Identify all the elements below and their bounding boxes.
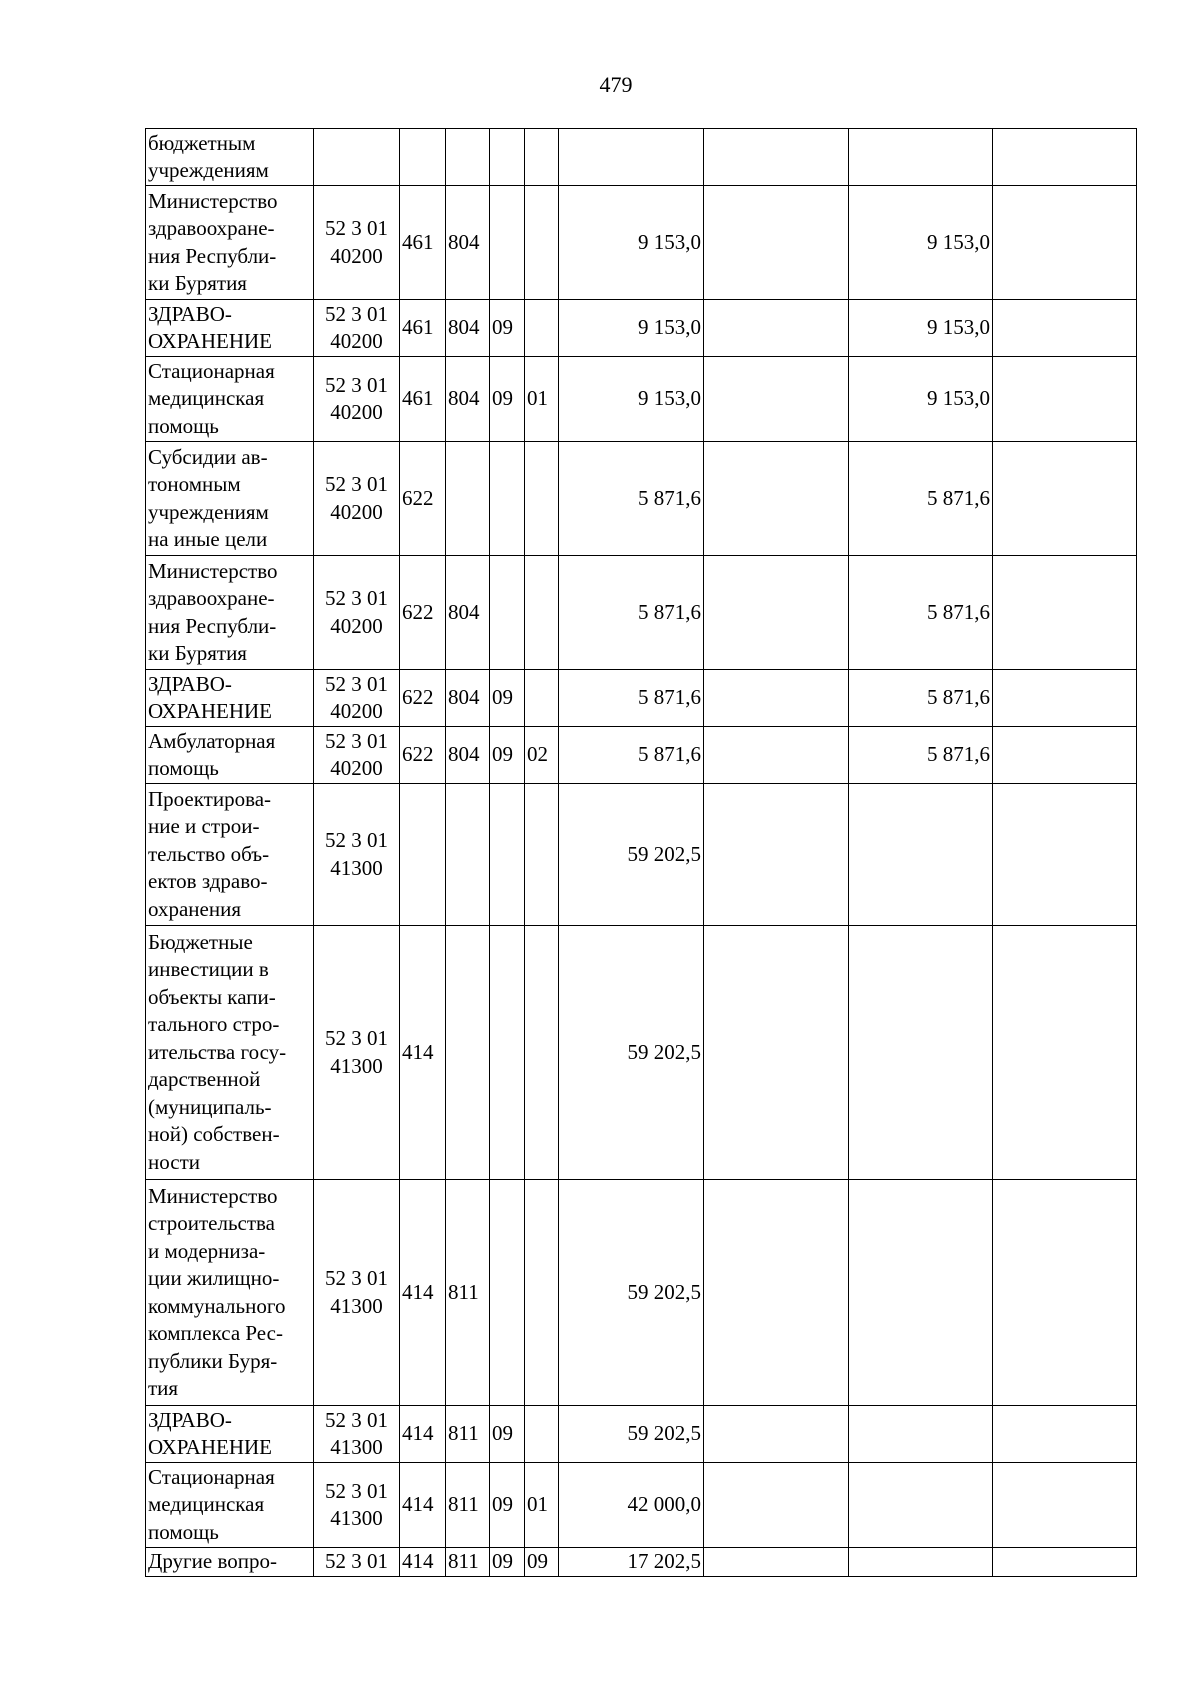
amount-cell-1: 5 871,6 [559,556,704,670]
row-name-cell [146,784,314,926]
target-article-code-cell [314,926,400,1180]
expense-type-code-cell: 622 [400,442,446,556]
row-name-cell-line: Министерство [148,558,278,583]
amount-cell-1: 59 202,5 [559,926,704,1180]
expense-type-code-cell [400,129,446,186]
amount-cell-4 [993,670,1137,727]
ministry-code-cell [446,926,490,1180]
section-code-cell [490,186,525,300]
section-code-cell: 09 [490,1548,525,1577]
row-name-cell-line: помощь [148,1519,219,1544]
row-name-cell-line: ции жилищно- [148,1266,280,1290]
expense-type-code-cell: 461 [400,300,446,357]
amount-cell-1: 59 202,5 [559,1406,704,1463]
row-name-cell-line: ОХРАНЕНИЕ [148,1435,273,1459]
expense-type-code-cell: 414 [400,1180,446,1406]
row-name-cell-line: ЗДРАВО- [148,301,232,326]
ministry-code-cell: 811 [446,1548,490,1577]
row-name-cell-line: учреждениям [148,499,269,524]
row-name-cell-line: ной) собствен- [148,1122,280,1147]
target-article-code-cell-line: 52 3 01 [325,1407,388,1432]
table-row [146,727,1137,784]
target-article-code-cell-line: 52 3 01 [325,671,388,696]
table-row [146,1406,1137,1463]
amount-cell-1 [559,129,704,186]
row-name-cell-line: Бюджетные [148,929,253,954]
amount-cell-4 [993,357,1137,442]
section-code-cell: 09 [490,670,525,727]
row-name-cell-line: ния Республи- [148,613,277,638]
target-article-code-cell-line: 40200 [330,400,383,424]
ministry-code-cell [446,442,490,556]
row-name-cell-line: ЗДРАВО- [148,1407,232,1432]
amount-cell-4 [993,300,1137,357]
target-article-code-cell-line: 41300 [330,1435,383,1459]
expense-type-code-cell: 622 [400,727,446,784]
section-code-cell [490,556,525,670]
section-code-cell [490,926,525,1180]
row-name-cell [146,1463,314,1548]
row-name-cell-line: комплекса Рес- [148,1321,283,1345]
target-article-code-cell [314,727,400,784]
target-article-code-cell [314,1463,400,1548]
row-name-cell-line: помощь [148,756,219,780]
amount-cell-2 [704,300,849,357]
target-article-code-cell-line: 41300 [330,855,383,880]
amount-cell-2 [704,670,849,727]
amount-cell-3 [849,129,993,186]
amount-cell-4 [993,442,1137,556]
section-code-cell: 09 [490,1463,525,1548]
row-name-cell [146,727,314,784]
row-name-cell [146,186,314,300]
subsection-code-cell [525,556,559,670]
row-name-cell-line: Амбулаторная [148,728,276,753]
expense-type-code-cell: 461 [400,186,446,300]
row-name-cell [146,300,314,357]
ministry-code-cell [446,784,490,926]
subsection-code-cell: 09 [525,1548,559,1577]
table-row [146,556,1137,670]
table-row [146,926,1137,1180]
amount-cell-3: 5 871,6 [849,442,993,556]
row-name-cell-line: ительства госу- [148,1039,287,1064]
target-article-code-cell-line: 40200 [330,756,383,780]
row-name-cell-line: Министерство [148,188,278,213]
row-name-cell-line: Министерство [148,1183,278,1208]
amount-cell-2 [704,186,849,300]
expense-type-code-cell: 622 [400,670,446,727]
section-code-cell [490,129,525,186]
row-name-cell-line: инвестиции в [148,957,269,982]
row-name-cell-line: и модерниза- [148,1238,266,1263]
budget-table [145,128,1137,1577]
amount-cell-4 [993,1180,1137,1406]
row-name-cell-line: тономным [148,472,241,496]
row-name-cell-line: Проектирова- [148,786,272,811]
row-name-cell-line: на иные цели [148,527,268,551]
table-row [146,186,1137,300]
table-row [146,442,1137,556]
subsection-code-cell [525,1180,559,1406]
amount-cell-2 [704,926,849,1180]
amount-cell-3 [849,1406,993,1463]
amount-cell-3 [849,926,993,1180]
row-name-cell [146,1180,314,1406]
target-article-code-cell-line: 40200 [330,613,383,638]
ministry-code-cell: 804 [446,670,490,727]
row-name-cell [146,926,314,1180]
target-article-code-cell-line: 52 3 01 [325,728,388,753]
expense-type-code-cell: 414 [400,926,446,1180]
target-article-code-cell-line: 40200 [330,699,383,723]
expense-type-code-cell: 414 [400,1548,446,1577]
row-name-cell [146,1548,314,1577]
row-name-cell-line: Стационарная [148,1464,275,1489]
target-article-code-cell-line: 41300 [330,1506,383,1530]
amount-cell-4 [993,727,1137,784]
table-row [146,1548,1137,1577]
ministry-code-cell: 804 [446,186,490,300]
expense-type-code-cell: 414 [400,1463,446,1548]
amount-cell-3: 5 871,6 [849,727,993,784]
row-name-cell-line: Стационарная [148,358,275,383]
subsection-code-cell [525,784,559,926]
row-name-cell-line: коммунального [148,1293,286,1318]
amount-cell-2 [704,357,849,442]
section-code-cell: 09 [490,727,525,784]
table-row [146,300,1137,357]
amount-cell-2 [704,129,849,186]
section-code-cell: 09 [490,357,525,442]
ministry-code-cell: 804 [446,357,490,442]
subsection-code-cell [525,300,559,357]
target-article-code-cell [314,129,400,186]
row-name-cell-line: охранения [148,896,241,921]
ministry-code-cell: 804 [446,300,490,357]
target-article-code-cell-line: 40200 [330,243,383,268]
ministry-code-cell: 811 [446,1406,490,1463]
target-article-code-cell [314,357,400,442]
amount-cell-4 [993,1548,1137,1577]
ministry-code-cell: 811 [446,1463,490,1548]
amount-cell-1: 17 202,5 [559,1548,704,1577]
amount-cell-3: 9 153,0 [849,300,993,357]
row-name-cell-line: здравоохране- [148,586,275,610]
row-name-cell [146,442,314,556]
row-name-cell-line: ния Республи- [148,243,277,268]
row-name-cell-line: (муниципаль- [148,1094,272,1119]
target-article-code-cell [314,442,400,556]
row-name-cell-line: ки Бурятия [148,271,247,295]
row-name-cell-line: медицинская [148,1492,265,1517]
amount-cell-2 [704,1463,849,1548]
amount-cell-1: 5 871,6 [559,670,704,727]
page-number: 479 [599,72,633,97]
amount-cell-4 [993,186,1137,300]
row-name-cell [146,357,314,442]
subsection-code-cell: 02 [525,727,559,784]
ministry-code-cell [446,129,490,186]
amount-cell-3: 5 871,6 [849,556,993,670]
amount-cell-2 [704,442,849,556]
amount-cell-3: 9 153,0 [849,357,993,442]
expense-type-code-cell: 461 [400,357,446,442]
amount-cell-3 [849,1180,993,1406]
row-name-cell-line: строительства [148,1211,276,1235]
row-name-cell-line: тального стро- [148,1012,280,1037]
row-name-cell-line: тия [148,1376,179,1400]
amount-cell-2 [704,727,849,784]
table-body [146,129,1137,1577]
ministry-code-cell: 811 [446,1180,490,1406]
section-code-cell [490,784,525,926]
expense-type-code-cell: 414 [400,1406,446,1463]
row-name-cell [146,670,314,727]
amount-cell-4 [993,556,1137,670]
amount-cell-4 [993,926,1137,1180]
target-article-code-cell [314,670,400,727]
amount-cell-2 [704,1548,849,1577]
subsection-code-cell [525,926,559,1180]
table-row [146,784,1137,926]
row-name-cell-line: дарственной [148,1067,261,1092]
row-name-cell-line: ности [148,1149,200,1174]
expense-type-code-cell: 622 [400,556,446,670]
amount-cell-4 [993,1406,1137,1463]
row-name-cell-line: тельство объ- [148,841,270,866]
target-article-code-cell-line: 40200 [330,499,383,524]
amount-cell-2 [704,556,849,670]
ministry-code-cell: 804 [446,727,490,784]
amount-cell-4 [993,784,1137,926]
row-name-cell [146,556,314,670]
table-row [146,1180,1137,1406]
target-article-code-cell [314,1180,400,1406]
amount-cell-1: 42 000,0 [559,1463,704,1548]
section-code-cell [490,1180,525,1406]
amount-cell-3 [849,1548,993,1577]
target-article-code-cell [314,556,400,670]
amount-cell-1: 59 202,5 [559,1180,704,1406]
target-article-code-cell [314,1406,400,1463]
table-row [146,670,1137,727]
row-name-cell-line: здравоохране- [148,216,275,240]
target-article-code-cell-line: 52 3 01 [325,1549,388,1574]
table-row [146,1463,1137,1548]
row-name-cell-line: ОХРАНЕНИЕ [148,329,273,353]
row-name-cell-line: ектов здраво- [148,869,268,894]
amount-cell-2 [704,784,849,926]
table-row [146,129,1137,186]
row-name-cell [146,1406,314,1463]
row-name-cell-line: учреждениям [148,158,269,182]
subsection-code-cell [525,186,559,300]
amount-cell-1: 5 871,6 [559,727,704,784]
target-article-code-cell-line: 52 3 01 [325,586,388,610]
row-name-cell-line: помощь [148,413,219,438]
expense-type-code-cell [400,784,446,926]
section-code-cell [490,442,525,556]
subsection-code-cell [525,1406,559,1463]
row-name-cell-line: ОХРАНЕНИЕ [148,699,273,723]
target-article-code-cell [314,300,400,357]
amount-cell-1: 59 202,5 [559,784,704,926]
target-article-code-cell-line: 40200 [330,329,383,353]
amount-cell-3: 9 153,0 [849,186,993,300]
amount-cell-3 [849,784,993,926]
row-name-cell-line: Субсидии ав- [148,444,268,469]
table-row [146,357,1137,442]
target-article-code-cell-line: 52 3 01 [325,1026,388,1050]
row-name-cell-line: публики Буря- [148,1348,278,1373]
amount-cell-4 [993,1463,1137,1548]
amount-cell-3 [849,1463,993,1548]
target-article-code-cell-line: 52 3 01 [325,372,388,397]
section-code-cell: 09 [490,300,525,357]
row-name-cell-line: ние и строи- [148,814,260,839]
amount-cell-1: 9 153,0 [559,186,704,300]
amount-cell-3: 5 871,6 [849,670,993,727]
amount-cell-1: 9 153,0 [559,300,704,357]
section-code-cell: 09 [490,1406,525,1463]
amount-cell-1: 5 871,6 [559,442,704,556]
row-name-cell-line: ки Бурятия [148,641,247,665]
subsection-code-cell: 01 [525,1463,559,1548]
target-article-code-cell-line: 52 3 01 [325,828,388,852]
subsection-code-cell [525,670,559,727]
amount-cell-2 [704,1406,849,1463]
row-name-cell-line: Другие вопро- [148,1549,277,1574]
subsection-code-cell [525,129,559,186]
target-article-code-cell-line: 52 3 01 [325,472,388,496]
target-article-code-cell-line: 41300 [330,1053,383,1078]
target-article-code-cell [314,784,400,926]
target-article-code-cell-line: 52 3 01 [325,1478,388,1503]
target-article-code-cell [314,1548,400,1577]
subsection-code-cell [525,442,559,556]
subsection-code-cell: 01 [525,357,559,442]
amount-cell-1: 9 153,0 [559,357,704,442]
row-name-cell [146,129,314,186]
target-article-code-cell-line: 41300 [330,1293,383,1318]
ministry-code-cell: 804 [446,556,490,670]
amount-cell-2 [704,1180,849,1406]
row-name-cell-line: ЗДРАВО- [148,671,232,696]
target-article-code-cell [314,186,400,300]
row-name-cell-line: медицинская [148,386,265,411]
target-article-code-cell-line: 52 3 01 [325,216,388,240]
amount-cell-4 [993,129,1137,186]
row-name-cell-line: объекты капи- [148,984,276,1009]
target-article-code-cell-line: 52 3 01 [325,301,388,326]
row-name-cell-line: бюджетным [148,130,256,155]
target-article-code-cell-line: 52 3 01 [325,1266,388,1290]
